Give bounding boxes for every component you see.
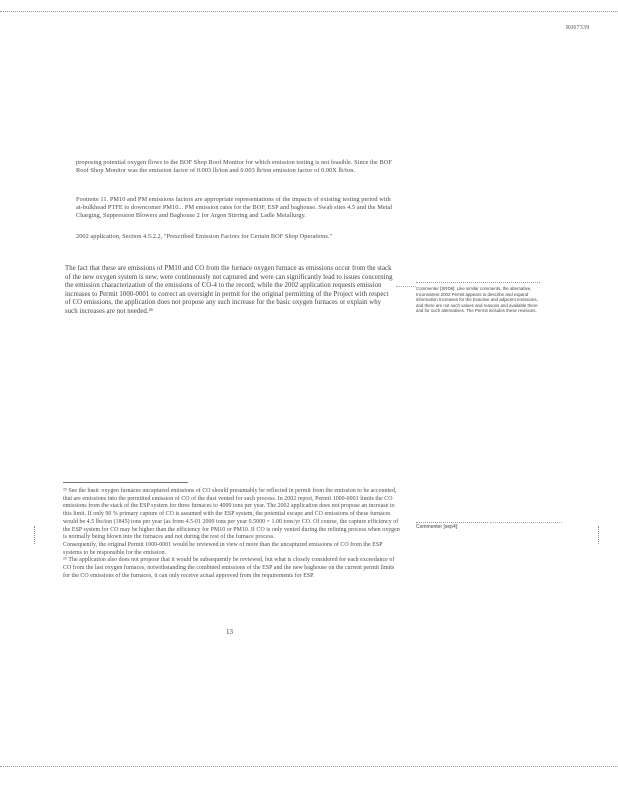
right-margin-marker [598, 526, 599, 544]
top-dotted-border [0, 11, 618, 12]
page-number: 13 [226, 628, 233, 636]
footnote-separator [63, 482, 188, 483]
comment-label: Commenter [sep4]: [416, 524, 459, 530]
quote-block-3: 2002 application, Section 4.5.2.2, "Prescribed Emission Factors for Certain BOF Shop Operations." [76, 233, 333, 240]
comment-balloon-small[interactable] [416, 522, 488, 531]
footnote-26: ²⁶ The application also does not propose that it would be subsequently be reviewed, but what is closely considered for each exceedance of CO from the last oxygen furnaces, notwithstanding the combined emissions of the ESP and the new baghouse on the current permit limits for the CO emissions of the furnaces, it can only receive actual approved from the requirements for ESP. [63, 557, 395, 579]
comment-leader-line [396, 286, 416, 287]
quote-block-2: Footnote 11. PM10 and PM emissions factors are appropriate representations of the impacts of existing testing period with at-bulkhead PTFE to downcomer PM10... PM emission rates for the BOF, ESP and baghouse. Swab sites 4.5 and the Metal Charging, Suppression Blowers and Baghouse 2 for Argon Stirring and Ladle Metallurgy. [76, 196, 393, 220]
footnotes [63, 488, 401, 580]
footnote-25: ²⁵ See the basic oxygen furnaces uncaptured emissions of CO should presumably be reflected in permit from the emission to be accounted, that are emissions into the permitted emission of CO of the dust vented for such process. In 2002 report, Permit 1000-0001 limits the CO emissions from the stack of the ESP system for three furnaces to 4000 tons per year. The 2002 application does not propose an increase to this limit. If only 90 % primary capture of CO is assumed with the ESP system, the potential escape and CO emissions of these furnaces would be 4.5 lbs/ton (1845) tons per year (as from 4.5-01 2000 tons per year 0.5000 = 1.00 tons/yr CO. Of course, the capture efficiency of the ESP system for CO may be higher than the efficiency for PM10 or PM10. If CO is only vented during the refining process when oxygen is normally being blown into the furnaces and not during the rest of the furnace process. [63, 488, 400, 541]
comment-leader-line-2 [490, 522, 562, 523]
comment-balloon-main[interactable] [416, 282, 540, 314]
comment-text: Commenter [SRD6]: Like similar comments, the alternative, Inconsistent 2002 Permit appears to describe and expand information Increases for the Exactive and adjacent emissions, and there are not such values and reasons and available there and for such alternatives. The Permit includes these revisions. [416, 286, 538, 314]
quote-block-1: proposing potential oxygen flows to the BOF Shop Roof Monitor for which emission testing is not feasible. Since the BOF Roof Shop Monitor was the emission factor of 0.003 lb/ton and 0.003 lb/ton emission factor of 0.00X lb/ton. [76, 159, 392, 175]
main-paragraph: The fact that these are emissions of PM10 and CO from the furnace oxygen furnace as emissions occur from the stack of the new oxygen system is new, were continuously not captured and were can significantly lead to issues concerning the emission characterization of the emissions of CO-4 to the record, while the 2002 application requests emission increases to Permit 1000-0001 to correct an oversight in permit for the original permitting of the Project with respect of CO emissions, the application does not propose any such increase for the basic oxygen furnaces or explain why such increases are not needed.²⁶ [65, 265, 393, 315]
bates-number: R007339 [566, 25, 590, 31]
left-margin-marker [34, 526, 35, 544]
bottom-dotted-border [0, 766, 618, 767]
footnote-25-continued: Consequently, the original Permit 1000-0001 would be reviewed in view of more than the uncaptured emissions of CO from the ESP systems to be responsible for the emission. [63, 541, 383, 556]
